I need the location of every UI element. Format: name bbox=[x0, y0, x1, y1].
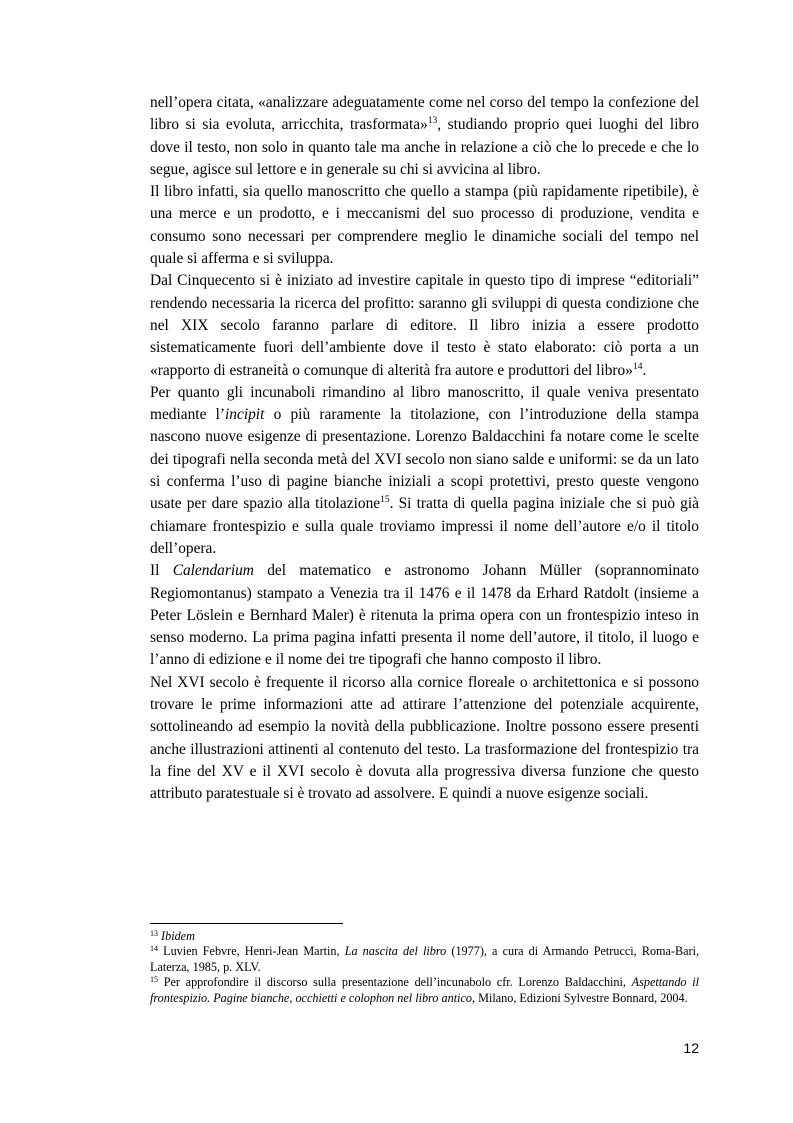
footnote-14 bbox=[150, 944, 699, 975]
paragraph-2: Il libro infatti, sia quello manoscritto che quello a stampa (più rapidamente ripetibile), è una merce e un prodotto, e i meccanismi del suo processo di produzione, vendita e consumo sono necessari per comprendere meglio le dinamiche sociali del tempo nel quale si afferma e si sviluppa. bbox=[150, 183, 699, 268]
paragraph-4-text-b: o più raramente la titolazione, con l’introduzione della stampa nascono nuove esigenze di presentazione. Lorenzo Baldacchini fa notare come le scelte dei tipografi nella seconda metà del XVI secolo non siano salde e uniformi: se da un lato si conferma l’uso di pagine bianche iniziali a scopi protettivi, presto queste vengono usate per dare spazio alla titolazione bbox=[150, 406, 700, 513]
footnote-15-title: Aspettando il frontespizio. Pagine bianche, occhietti e colophon nel libro antico bbox=[150, 975, 699, 1005]
paragraph-5 bbox=[150, 560, 699, 671]
paragraph-5-text-a: Il bbox=[150, 562, 173, 580]
paragraph-5-text-b: del matematico e astronomo Johann Müller (soprannominato Regiomontanus) stampato a Venezia tra il 1476 e il 1478 da Erhard Ratdolt (insieme a Peter Löslein e Bernhard Maler) è ritenuta la prima opera con un frontespizio inteso in senso moderno. La prima pagina infatti presenta il nome dell’autore, il titolo, il luogo e l’anno di edizione e il nome dei tre tipografi che hanno composto il libro. bbox=[150, 562, 700, 669]
footnote-separator bbox=[150, 923, 343, 924]
footnote-ref-13[interactable]: 13 bbox=[427, 116, 438, 127]
paragraph-3-text-a: Dal Cinquecento si è iniziato ad investire capitale in questo tipo di imprese “editoriali” rendendo necessaria la ricerca del profitto: saranno gli sviluppi di questa condizione che nel XIX secolo faranno parlare di editore. Il libro inizia a essere prodotto sistematicamente fuori dell’ambiente dove il testo è stato elaborato: ciò porta a un «rapporto di estraneità o comunque di alterità fra autore e produttori del libro» bbox=[150, 272, 699, 379]
footnote-ref-15[interactable]: 15 bbox=[380, 495, 390, 506]
footnote-15 bbox=[150, 975, 699, 1006]
footnote-14-text-a: Luvien Febvre, Henri-Jean Martin, bbox=[163, 944, 345, 959]
footnote-14-number: 14 bbox=[150, 944, 158, 954]
footnote-14-title: La nascita del libro bbox=[344, 944, 447, 959]
paragraph-1-text-a: nell’opera citata, «analizzare adeguatamente come nel corso del tempo la confezione del libro si sia evoluta, arricchita, trasformata» bbox=[150, 94, 699, 134]
footnote-13-text: Ibidem bbox=[161, 929, 195, 943]
footnotes bbox=[150, 929, 699, 1006]
footnote-15-text-a: Per approfondire il discorso sulla presentazione dell’incunabolo cfr. Lorenzo Baldacchini, bbox=[163, 975, 632, 990]
footnote-13 bbox=[150, 929, 699, 944]
footnote-13-number: 13 bbox=[150, 929, 158, 938]
incipit-term: incipit bbox=[225, 406, 265, 424]
footnote-14-text-b: (1977), a cura di Armando Petrucci, Roma-Bari, Laterza, 1985, p. XLV. bbox=[150, 944, 700, 974]
page-number: 12 bbox=[683, 1040, 699, 1056]
paragraph-4-text-c: . Si tratta di quella pagina iniziale che si può già chiamare frontespizio e sulla quale troviamo impressi il nome dell’autore e/o il titolo dell’opera. bbox=[150, 495, 699, 557]
paragraph-6: Nel XVI secolo è frequente il ricorso alla cornice floreale o architettonica e si possono trovare le prime informazioni atte ad attirare l’attenzione del potenziale acquirente, sottolineando ad esempio la novità della pubblicazione. Inoltre possono essere presenti anche illustrazioni attinenti al contenuto del testo. La trasformazione del frontespizio tra la fine del XV e il XVI secolo è dovuta alla progressiva diversa funzione che questo attributo paratestuale si è trovato ad assolvere. E quindi a nuove esigenze sociali. bbox=[150, 673, 699, 803]
paragraph-4 bbox=[150, 382, 699, 560]
paragraph-1-text-b: , studiando proprio quei luoghi del libro dove il testo, non solo in quanto tale ma anche in relazione a ciò che lo precede e che lo segue, agisce sul lettore e in generale su chi si avvicina al libro. bbox=[150, 116, 699, 178]
paragraph-4-text-a: Per quanto gli incunaboli rimandino al libro manoscritto, il quale veniva presentato mediante l’ bbox=[150, 383, 699, 424]
footnote-15-text-b: , Milano, Edizioni Sylvestre Bonnard, 2004. bbox=[472, 990, 688, 1005]
main-text bbox=[150, 92, 699, 806]
paragraph-3-text-b: . bbox=[642, 361, 647, 379]
footnote-15-number: 15 bbox=[150, 975, 158, 985]
paragraph-1 bbox=[150, 92, 699, 181]
footnote-ref-14[interactable]: 14 bbox=[632, 361, 643, 372]
calendarium-title: Calendarium bbox=[172, 562, 254, 580]
paragraph-3 bbox=[150, 270, 699, 381]
